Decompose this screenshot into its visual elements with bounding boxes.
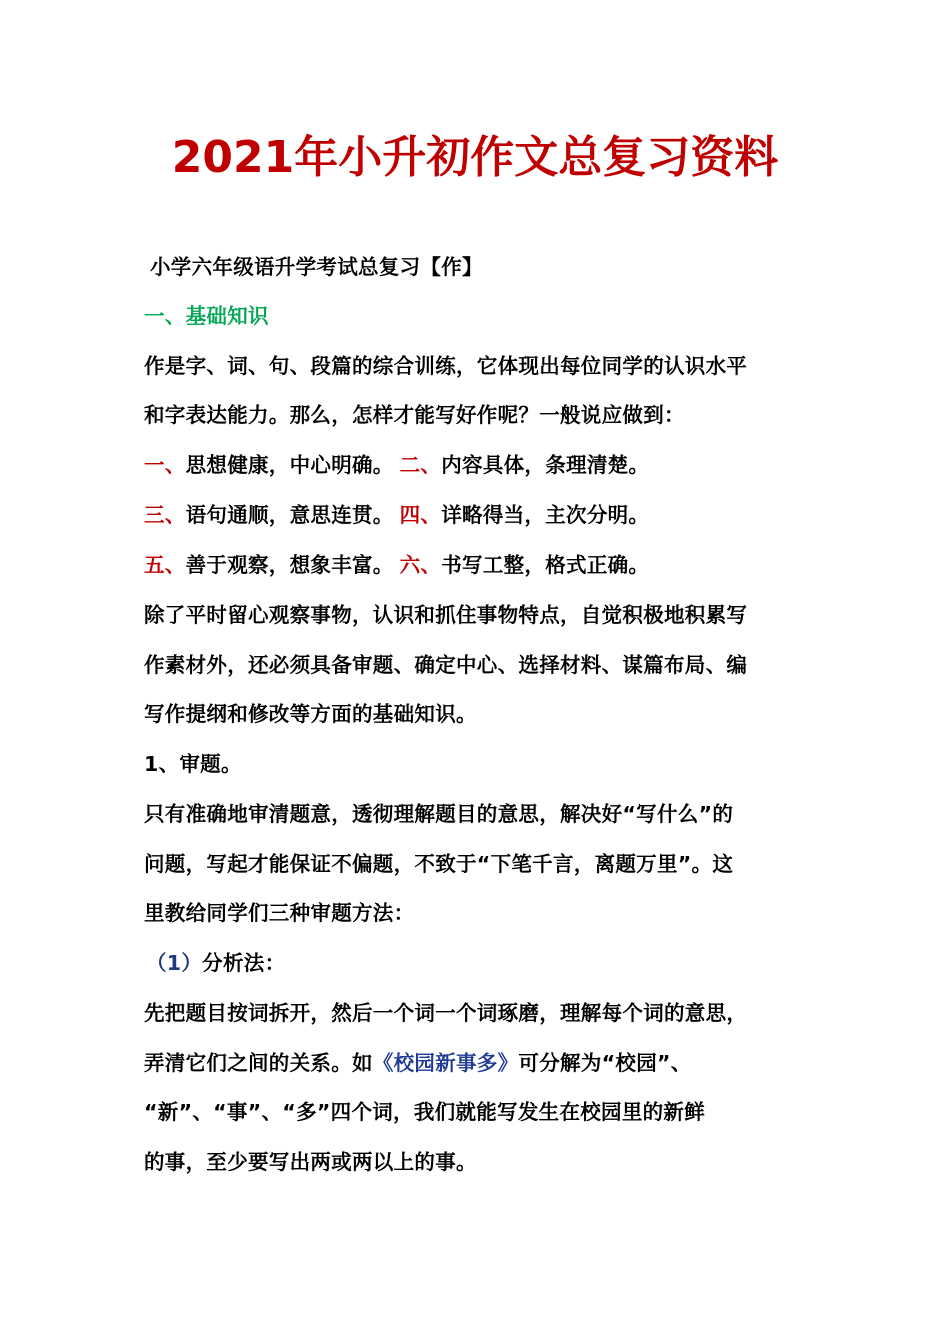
paragraph-3-line-3: 里教给同学们三种审题方法：: [144, 901, 415, 925]
requirements-row-1: [144, 450, 649, 480]
subtitle: 小学六年级语升学考试总复习【作】: [150, 255, 483, 279]
requirement-number: 四、: [399, 503, 442, 527]
requirements-row-2: [144, 500, 649, 530]
requirement-text: 善于观察，想象丰富。: [185, 553, 394, 577]
paragraph-3-line-2: 问题，写起才能保证不偏题，不致于“下笔千言，离题万里”。这: [144, 852, 734, 876]
paragraph-4-line-4: 的事，至少要写出两或两以上的事。: [144, 1150, 477, 1174]
section-heading-basics: 一、基础知识: [144, 304, 269, 328]
requirement-number: 一、: [144, 453, 186, 477]
document-title: 2021年小升初作文总复习资料: [171, 132, 779, 183]
intro-line-1: 作是字、词、句、段篇的综合训练，它体现出每位同学的认识水平: [144, 354, 748, 378]
requirement-number: 二、: [399, 453, 442, 477]
paragraph-2-line-2: 作素材外，还必须具备审题、确定中心、选择材料、谋篇布局、编: [144, 653, 748, 677]
paragraph-4-line-2-start: 弄清它们之间的关系。如: [144, 1051, 373, 1075]
paragraph-2-line-3: 写作提纲和修改等方面的基础知识。: [144, 702, 477, 726]
requirement-text: 详略得当，主次分明。: [441, 503, 650, 527]
intro-line-2: 和字表达能力。那么，怎样才能写好作呢？一般说应做到：: [144, 403, 685, 427]
paragraph-2-line-1: 除了平时留心观察事物，认识和抓住事物特点，自觉积极地积累写: [144, 603, 748, 627]
paragraph-4-line-2-end: 可分解为“校园”、: [518, 1051, 692, 1075]
requirement-number: 六、: [399, 553, 442, 577]
item-heading-shenti: 1、审题。: [144, 752, 242, 776]
method-heading-analysis: [146, 948, 285, 978]
method-number: （1）: [146, 951, 203, 975]
method-label: 分析法：: [202, 951, 286, 975]
requirement-text: 思想健康，中心明确。: [185, 453, 394, 477]
requirement-number: 三、: [144, 503, 186, 527]
requirement-text: 语句通顺，意思连贯。: [185, 503, 394, 527]
paragraph-4-line-3: “新”、“事”、“多”四个词，我们就能写发生在校园里的新鲜: [144, 1100, 706, 1124]
paragraph-3-line-1: 只有准确地审清题意，透彻理解题目的意思，解决好“写什么”的: [144, 802, 734, 826]
requirement-text: 书写工整，格式正确。: [441, 553, 650, 577]
paragraph-4-line-2: [144, 1048, 692, 1078]
requirement-number: 五、: [144, 553, 186, 577]
paragraph-4-line-1: 先把题目按词拆开，然后一个词一个词琢磨，理解每个词的意思，: [144, 1001, 748, 1025]
example-title: 《校园新事多》: [372, 1051, 519, 1075]
requirement-text: 内容具体，条理清楚。: [441, 453, 650, 477]
requirements-row-3: [144, 550, 649, 580]
